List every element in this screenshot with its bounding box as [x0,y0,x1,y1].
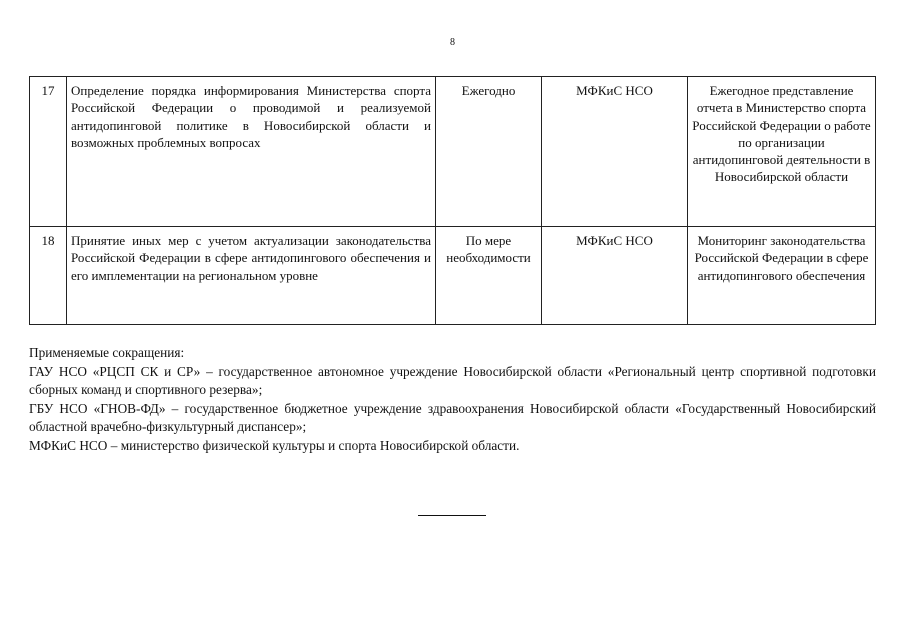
abbreviations-section [29,344,876,455]
event-executor: МФКиС НСО [542,77,688,227]
event-description: Принятие иных мер с учетом актуализации законодательства Российской Федерации в сфере антидопингового обеспечения и его имплементации на региональном уровне [67,227,436,325]
page-number: 8 [450,37,455,48]
abbreviation-item: ГАУ НСО «РЦСП СК и СР» – государственное автономное учреждение Новосибирской области «Региональный центр спортивной подготовки сборных команд и спортивного резерва»; [29,363,876,397]
table-row [30,227,876,325]
row-number: 18 [30,227,67,325]
abbreviations-heading: Применяемые сокращения: [29,345,185,360]
event-term: По мере необходимости [436,227,542,325]
abbreviation-item: МФКиС НСО – министерство физической культуры и спорта Новосибирской области. [29,437,520,453]
event-term: Ежегодно [436,77,542,227]
abbreviation-item: ГБУ НСО «ГНОВ-ФД» – государственное бюджетное учреждение здравоохранения Новосибирской области «Государственный Новосибирский областной врачебно-физкультурный диспансер»; [29,400,876,434]
event-description: Определение порядка информирования Министерства спорта Российской Федерации о проводимой и реализуемой антидопинговой политике в Новосибирской области и возможных проблемных вопросах [67,77,436,227]
row-number: 17 [30,77,67,227]
table-row [30,77,876,227]
event-result: Мониторинг законодательства Российской Федерации в сфере антидопингового обеспечения [688,227,876,325]
event-result: Ежегодное представление отчета в Министерство спорта Российской Федерации о работе по организации антидопинговой деятельности в Новосибирской области [688,77,876,227]
measures-table [29,76,876,325]
end-of-document-line [418,515,486,516]
event-executor: МФКиС НСО [542,227,688,325]
